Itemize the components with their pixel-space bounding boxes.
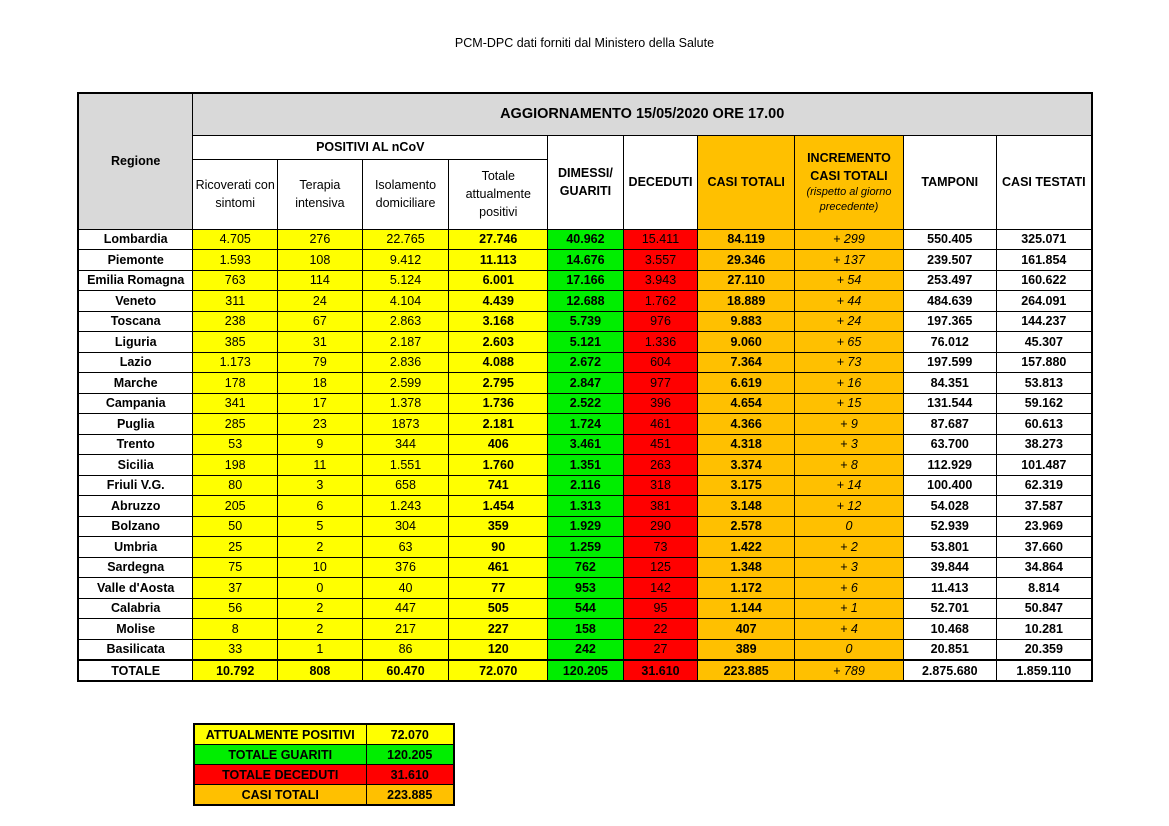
summary-row (194, 765, 454, 785)
cell-ricoverati: 285 (193, 414, 278, 435)
cell-casi-testati: 50.847 (996, 598, 1092, 619)
cell-region: Umbria (78, 537, 193, 558)
cell-casi-totali: 1.422 (698, 537, 795, 558)
cell-casi-totali: 7.364 (698, 352, 795, 373)
table-row (78, 475, 1092, 496)
cell-terapia: 6 (278, 496, 363, 517)
cell-incremento: + 16 (795, 373, 904, 394)
cell-deceduti: 381 (623, 496, 698, 517)
table-row (78, 516, 1092, 537)
cell-terapia: 0 (278, 578, 363, 599)
cell-ricoverati: 8 (193, 619, 278, 640)
cell-isolamento: 1873 (362, 414, 449, 435)
header-tamponi: TAMPONI (903, 135, 996, 229)
update-title: AGGIORNAMENTO 15/05/2020 ORE 17.00 (193, 93, 1092, 135)
cell-casi-testati: 37.587 (996, 496, 1092, 517)
cell-deceduti: 15.411 (623, 229, 698, 250)
table-row (78, 639, 1092, 660)
cell-tamponi: 100.400 (903, 475, 996, 496)
header-isolamento: Isolamento domiciliare (362, 159, 449, 229)
cell-casi-testati: 60.613 (996, 414, 1092, 435)
cell-casi-totali: 18.889 (698, 291, 795, 312)
cell-tamponi: 131.544 (903, 393, 996, 414)
total-ricoverati: 10.792 (193, 660, 278, 681)
cell-casi-totali: 1.172 (698, 578, 795, 599)
cell-isolamento: 1.378 (362, 393, 449, 414)
cell-casi-totali: 3.148 (698, 496, 795, 517)
cell-isolamento: 304 (362, 516, 449, 537)
cell-tamponi: 52.939 (903, 516, 996, 537)
table-row (78, 578, 1092, 599)
cell-deceduti: 73 (623, 537, 698, 558)
cell-casi-testati: 10.281 (996, 619, 1092, 640)
cell-region: Lombardia (78, 229, 193, 250)
cell-totale-positivi: 1.736 (449, 393, 548, 414)
cell-dimessi: 2.847 (548, 373, 624, 394)
summary-value: 223.885 (366, 785, 454, 806)
cell-totale-positivi: 3.168 (449, 311, 548, 332)
cell-totale-positivi: 2.795 (449, 373, 548, 394)
cell-tamponi: 197.365 (903, 311, 996, 332)
cell-isolamento: 1.551 (362, 455, 449, 476)
cell-deceduti: 451 (623, 434, 698, 455)
cell-terapia: 2 (278, 537, 363, 558)
cell-incremento: 0 (795, 516, 904, 537)
total-incremento: + 789 (795, 660, 904, 681)
table-row (78, 270, 1092, 291)
cell-dimessi: 242 (548, 639, 624, 660)
cell-casi-totali: 4.654 (698, 393, 795, 414)
cell-region: Friuli V.G. (78, 475, 193, 496)
cell-deceduti: 3.557 (623, 250, 698, 271)
cell-casi-totali: 84.119 (698, 229, 795, 250)
header-casi-totali: CASI TOTALI (698, 135, 795, 229)
cell-isolamento: 5.124 (362, 270, 449, 291)
cell-terapia: 23 (278, 414, 363, 435)
header-totale-positivi: Totale attualmente positivi (449, 159, 548, 229)
cell-casi-testati: 62.319 (996, 475, 1092, 496)
total-dimessi: 120.205 (548, 660, 624, 681)
cell-incremento: + 15 (795, 393, 904, 414)
header-deceduti: DECEDUTI (623, 135, 698, 229)
table-row (78, 557, 1092, 578)
table-row (78, 414, 1092, 435)
header-casi-testati: CASI TESTATI (996, 135, 1092, 229)
cell-terapia: 24 (278, 291, 363, 312)
cell-deceduti: 396 (623, 393, 698, 414)
cell-incremento: + 12 (795, 496, 904, 517)
cell-terapia: 2 (278, 619, 363, 640)
cell-region: Bolzano (78, 516, 193, 537)
total-casi-totali: 223.885 (698, 660, 795, 681)
cell-casi-testati: 8.814 (996, 578, 1092, 599)
cell-dimessi: 1.351 (548, 455, 624, 476)
cell-isolamento: 9.412 (362, 250, 449, 271)
cell-totale-positivi: 2.603 (449, 332, 548, 353)
cell-region: Veneto (78, 291, 193, 312)
cell-terapia: 11 (278, 455, 363, 476)
cell-dimessi: 2.116 (548, 475, 624, 496)
cell-region: Toscana (78, 311, 193, 332)
cell-totale-positivi: 741 (449, 475, 548, 496)
cell-casi-testati: 23.969 (996, 516, 1092, 537)
header-positivi-group: POSITIVI AL nCoV (193, 135, 548, 159)
cell-isolamento: 217 (362, 619, 449, 640)
cell-ricoverati: 1.173 (193, 352, 278, 373)
source-title: PCM-DPC dati forniti dal Ministero della Salute (454, 36, 715, 50)
cell-casi-testati: 59.162 (996, 393, 1092, 414)
cell-terapia: 2 (278, 598, 363, 619)
cell-totale-positivi: 406 (449, 434, 548, 455)
cell-incremento: + 3 (795, 434, 904, 455)
total-row (78, 660, 1092, 681)
header-region: Regione (78, 93, 193, 229)
cell-totale-positivi: 120 (449, 639, 548, 660)
cell-incremento: 0 (795, 639, 904, 660)
cell-tamponi: 112.929 (903, 455, 996, 476)
cell-incremento: + 3 (795, 557, 904, 578)
cell-ricoverati: 50 (193, 516, 278, 537)
cell-deceduti: 27 (623, 639, 698, 660)
cell-isolamento: 86 (362, 639, 449, 660)
cell-tamponi: 87.687 (903, 414, 996, 435)
cell-tamponi: 550.405 (903, 229, 996, 250)
cell-ricoverati: 238 (193, 311, 278, 332)
cell-totale-positivi: 461 (449, 557, 548, 578)
cell-totale-positivi: 6.001 (449, 270, 548, 291)
table-row (78, 311, 1092, 332)
cell-casi-testati: 37.660 (996, 537, 1092, 558)
cell-incremento: + 6 (795, 578, 904, 599)
cell-casi-testati: 45.307 (996, 332, 1092, 353)
cell-casi-totali: 3.374 (698, 455, 795, 476)
cell-region: Abruzzo (78, 496, 193, 517)
cell-terapia: 1 (278, 639, 363, 660)
cell-casi-totali: 2.578 (698, 516, 795, 537)
cell-deceduti: 977 (623, 373, 698, 394)
cell-dimessi: 14.676 (548, 250, 624, 271)
cell-ricoverati: 385 (193, 332, 278, 353)
total-casi-testati: 1.859.110 (996, 660, 1092, 681)
header-ricoverati: Ricoverati con sintomi (193, 159, 278, 229)
cell-casi-testati: 38.273 (996, 434, 1092, 455)
cell-tamponi: 20.851 (903, 639, 996, 660)
cell-deceduti: 318 (623, 475, 698, 496)
cell-deceduti: 263 (623, 455, 698, 476)
cell-dimessi: 5.739 (548, 311, 624, 332)
cell-tamponi: 239.507 (903, 250, 996, 271)
cell-tamponi: 76.012 (903, 332, 996, 353)
cell-terapia: 114 (278, 270, 363, 291)
cell-deceduti: 3.943 (623, 270, 698, 291)
cell-region: Trento (78, 434, 193, 455)
cell-dimessi: 17.166 (548, 270, 624, 291)
cell-isolamento: 447 (362, 598, 449, 619)
cell-region: Molise (78, 619, 193, 640)
cell-terapia: 108 (278, 250, 363, 271)
header-incremento-label: INCREMENTO CASI TOTALI (807, 151, 891, 183)
cell-casi-totali: 407 (698, 619, 795, 640)
cell-isolamento: 40 (362, 578, 449, 599)
cell-ricoverati: 75 (193, 557, 278, 578)
cell-ricoverati: 37 (193, 578, 278, 599)
table-row (78, 496, 1092, 517)
cell-deceduti: 95 (623, 598, 698, 619)
cell-isolamento: 2.863 (362, 311, 449, 332)
cell-incremento: + 2 (795, 537, 904, 558)
cell-isolamento: 344 (362, 434, 449, 455)
cell-terapia: 9 (278, 434, 363, 455)
cell-dimessi: 1.313 (548, 496, 624, 517)
cell-casi-testati: 20.359 (996, 639, 1092, 660)
summary-label: ATTUALMENTE POSITIVI (194, 724, 366, 745)
cell-dimessi: 3.461 (548, 434, 624, 455)
cell-incremento: + 14 (795, 475, 904, 496)
cell-casi-testati: 325.071 (996, 229, 1092, 250)
cell-ricoverati: 341 (193, 393, 278, 414)
cell-totale-positivi: 1.454 (449, 496, 548, 517)
cell-casi-totali: 6.619 (698, 373, 795, 394)
total-region: TOTALE (78, 660, 193, 681)
cell-dimessi: 40.962 (548, 229, 624, 250)
cell-region: Lazio (78, 352, 193, 373)
cell-terapia: 5 (278, 516, 363, 537)
cell-region: Sardegna (78, 557, 193, 578)
cell-ricoverati: 178 (193, 373, 278, 394)
cell-totale-positivi: 2.181 (449, 414, 548, 435)
covid-regions-table (77, 92, 1093, 682)
cell-dimessi: 1.259 (548, 537, 624, 558)
table-row (78, 537, 1092, 558)
cell-region: Valle d'Aosta (78, 578, 193, 599)
table-row (78, 332, 1092, 353)
cell-casi-totali: 389 (698, 639, 795, 660)
cell-isolamento: 22.765 (362, 229, 449, 250)
cell-dimessi: 953 (548, 578, 624, 599)
cell-isolamento: 2.836 (362, 352, 449, 373)
table-row (78, 373, 1092, 394)
cell-tamponi: 52.701 (903, 598, 996, 619)
cell-tamponi: 63.700 (903, 434, 996, 455)
cell-deceduti: 125 (623, 557, 698, 578)
summary-table (193, 723, 455, 806)
total-totale-positivi: 72.070 (449, 660, 548, 681)
cell-tamponi: 39.844 (903, 557, 996, 578)
cell-deceduti: 142 (623, 578, 698, 599)
cell-isolamento: 1.243 (362, 496, 449, 517)
cell-region: Marche (78, 373, 193, 394)
cell-ricoverati: 33 (193, 639, 278, 660)
cell-casi-testati: 53.813 (996, 373, 1092, 394)
cell-deceduti: 461 (623, 414, 698, 435)
cell-casi-totali: 29.346 (698, 250, 795, 271)
cell-dimessi: 2.672 (548, 352, 624, 373)
table-row (78, 352, 1092, 373)
cell-casi-testati: 34.864 (996, 557, 1092, 578)
cell-dimessi: 158 (548, 619, 624, 640)
header-incremento-note: (rispetto al giorno precedente) (806, 186, 892, 213)
table-row (78, 393, 1092, 414)
summary-row (194, 745, 454, 765)
summary-value: 72.070 (366, 724, 454, 745)
cell-terapia: 18 (278, 373, 363, 394)
cell-isolamento: 658 (362, 475, 449, 496)
cell-ricoverati: 763 (193, 270, 278, 291)
cell-casi-totali: 3.175 (698, 475, 795, 496)
cell-casi-totali: 27.110 (698, 270, 795, 291)
cell-incremento: + 44 (795, 291, 904, 312)
cell-region: Campania (78, 393, 193, 414)
cell-dimessi: 1.724 (548, 414, 624, 435)
table-row (78, 229, 1092, 250)
cell-isolamento: 376 (362, 557, 449, 578)
cell-terapia: 31 (278, 332, 363, 353)
summary-value: 31.610 (366, 765, 454, 785)
table-row (78, 619, 1092, 640)
cell-dimessi: 5.121 (548, 332, 624, 353)
table-body (78, 229, 1092, 681)
cell-region: Puglia (78, 414, 193, 435)
cell-casi-totali: 4.366 (698, 414, 795, 435)
cell-region: Calabria (78, 598, 193, 619)
cell-dimessi: 12.688 (548, 291, 624, 312)
table-row (78, 291, 1092, 312)
cell-totale-positivi: 4.088 (449, 352, 548, 373)
cell-totale-positivi: 4.439 (449, 291, 548, 312)
cell-ricoverati: 198 (193, 455, 278, 476)
header-incremento (795, 135, 904, 229)
cell-casi-totali: 9.060 (698, 332, 795, 353)
cell-incremento: + 65 (795, 332, 904, 353)
cell-totale-positivi: 90 (449, 537, 548, 558)
cell-casi-totali: 1.144 (698, 598, 795, 619)
cell-totale-positivi: 1.760 (449, 455, 548, 476)
cell-isolamento: 2.187 (362, 332, 449, 353)
cell-region: Liguria (78, 332, 193, 353)
cell-tamponi: 10.468 (903, 619, 996, 640)
cell-deceduti: 1.762 (623, 291, 698, 312)
cell-ricoverati: 80 (193, 475, 278, 496)
summary-row (194, 724, 454, 745)
cell-totale-positivi: 505 (449, 598, 548, 619)
cell-ricoverati: 4.705 (193, 229, 278, 250)
cell-ricoverati: 1.593 (193, 250, 278, 271)
cell-incremento: + 54 (795, 270, 904, 291)
cell-incremento: + 299 (795, 229, 904, 250)
cell-ricoverati: 311 (193, 291, 278, 312)
cell-deceduti: 1.336 (623, 332, 698, 353)
cell-ricoverati: 25 (193, 537, 278, 558)
cell-tamponi: 53.801 (903, 537, 996, 558)
summary-label: TOTALE DECEDUTI (194, 765, 366, 785)
cell-casi-testati: 157.880 (996, 352, 1092, 373)
header-terapia: Terapia intensiva (278, 159, 363, 229)
table-row (78, 250, 1092, 271)
cell-dimessi: 544 (548, 598, 624, 619)
cell-isolamento: 4.104 (362, 291, 449, 312)
cell-casi-totali: 9.883 (698, 311, 795, 332)
total-terapia: 808 (278, 660, 363, 681)
cell-region: Sicilia (78, 455, 193, 476)
summary-label: CASI TOTALI (194, 785, 366, 806)
cell-tamponi: 253.497 (903, 270, 996, 291)
cell-incremento: + 137 (795, 250, 904, 271)
cell-casi-testati: 160.622 (996, 270, 1092, 291)
cell-deceduti: 290 (623, 516, 698, 537)
cell-tamponi: 197.599 (903, 352, 996, 373)
cell-incremento: + 4 (795, 619, 904, 640)
cell-tamponi: 484.639 (903, 291, 996, 312)
cell-casi-totali: 1.348 (698, 557, 795, 578)
cell-isolamento: 2.599 (362, 373, 449, 394)
table-row (78, 455, 1092, 476)
cell-incremento: + 8 (795, 455, 904, 476)
cell-terapia: 10 (278, 557, 363, 578)
cell-totale-positivi: 227 (449, 619, 548, 640)
cell-region: Piemonte (78, 250, 193, 271)
summary-row (194, 785, 454, 806)
cell-terapia: 67 (278, 311, 363, 332)
cell-incremento: + 24 (795, 311, 904, 332)
cell-dimessi: 2.522 (548, 393, 624, 414)
cell-terapia: 17 (278, 393, 363, 414)
total-deceduti: 31.610 (623, 660, 698, 681)
cell-terapia: 79 (278, 352, 363, 373)
cell-dimessi: 1.929 (548, 516, 624, 537)
total-isolamento: 60.470 (362, 660, 449, 681)
cell-tamponi: 84.351 (903, 373, 996, 394)
cell-casi-testati: 161.854 (996, 250, 1092, 271)
cell-casi-testati: 264.091 (996, 291, 1092, 312)
cell-region: Basilicata (78, 639, 193, 660)
cell-terapia: 276 (278, 229, 363, 250)
cell-deceduti: 22 (623, 619, 698, 640)
cell-isolamento: 63 (362, 537, 449, 558)
cell-totale-positivi: 77 (449, 578, 548, 599)
cell-casi-testati: 101.487 (996, 455, 1092, 476)
summary-value: 120.205 (366, 745, 454, 765)
cell-incremento: + 9 (795, 414, 904, 435)
cell-totale-positivi: 11.113 (449, 250, 548, 271)
cell-dimessi: 762 (548, 557, 624, 578)
cell-tamponi: 54.028 (903, 496, 996, 517)
header-dimessi: DIMESSI/ GUARITI (548, 135, 624, 229)
cell-deceduti: 976 (623, 311, 698, 332)
cell-terapia: 3 (278, 475, 363, 496)
cell-ricoverati: 205 (193, 496, 278, 517)
cell-casi-testati: 144.237 (996, 311, 1092, 332)
cell-ricoverati: 53 (193, 434, 278, 455)
cell-ricoverati: 56 (193, 598, 278, 619)
table-row (78, 598, 1092, 619)
cell-tamponi: 11.413 (903, 578, 996, 599)
cell-incremento: + 73 (795, 352, 904, 373)
cell-totale-positivi: 27.746 (449, 229, 548, 250)
cell-deceduti: 604 (623, 352, 698, 373)
table-row (78, 434, 1092, 455)
cell-totale-positivi: 359 (449, 516, 548, 537)
cell-casi-totali: 4.318 (698, 434, 795, 455)
cell-region: Emilia Romagna (78, 270, 193, 291)
total-tamponi: 2.875.680 (903, 660, 996, 681)
cell-incremento: + 1 (795, 598, 904, 619)
summary-label: TOTALE GUARITI (194, 745, 366, 765)
